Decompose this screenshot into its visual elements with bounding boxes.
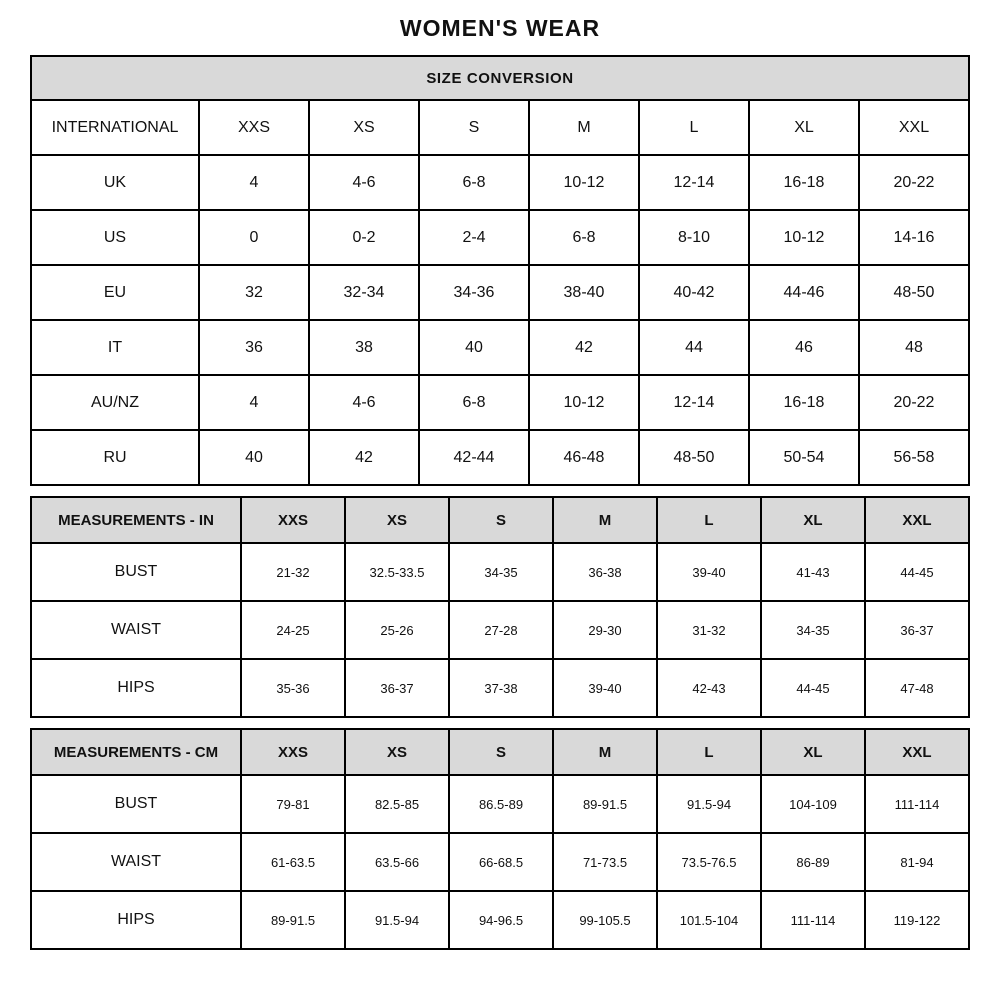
value-cell: 4-6: [309, 155, 419, 210]
value-cell: 71-73.5: [553, 833, 657, 891]
value-cell: 91.5-94: [345, 891, 449, 949]
value-cell: 44-45: [761, 659, 865, 717]
size-column-header: L: [639, 100, 749, 155]
value-cell: 44: [639, 320, 749, 375]
row-label: AU/NZ: [31, 375, 199, 430]
row-label: RU: [31, 430, 199, 485]
table-row: [31, 543, 969, 601]
value-cell: 82.5-85: [345, 775, 449, 833]
size-column-header: XXL: [859, 100, 969, 155]
row-label: HIPS: [31, 659, 241, 717]
value-cell: 6-8: [419, 375, 529, 430]
table-row: [31, 430, 969, 485]
value-cell: 91.5-94: [657, 775, 761, 833]
row-label: BUST: [31, 775, 241, 833]
value-cell: 48-50: [639, 430, 749, 485]
table-row: [31, 891, 969, 949]
table-banner: SIZE CONVERSION: [31, 56, 969, 100]
value-cell: 46-48: [529, 430, 639, 485]
value-cell: 38-40: [529, 265, 639, 320]
value-cell: 47-48: [865, 659, 969, 717]
value-cell: 34-36: [419, 265, 529, 320]
value-cell: 0-2: [309, 210, 419, 265]
value-cell: 66-68.5: [449, 833, 553, 891]
value-cell: 111-114: [761, 891, 865, 949]
size-column-header: XXS: [241, 497, 345, 543]
value-cell: 50-54: [749, 430, 859, 485]
value-cell: 20-22: [859, 375, 969, 430]
table-row: [31, 833, 969, 891]
value-cell: 0: [199, 210, 309, 265]
size-column-header: S: [449, 729, 553, 775]
table-row: [31, 375, 969, 430]
value-cell: 36-37: [345, 659, 449, 717]
banner-row: [31, 56, 969, 100]
value-cell: 41-43: [761, 543, 865, 601]
value-cell: 32-34: [309, 265, 419, 320]
size-column-header: XL: [749, 100, 859, 155]
value-cell: 6-8: [419, 155, 529, 210]
value-cell: 34-35: [761, 601, 865, 659]
value-cell: 119-122: [865, 891, 969, 949]
value-cell: 63.5-66: [345, 833, 449, 891]
value-cell: 25-26: [345, 601, 449, 659]
value-cell: 37-38: [449, 659, 553, 717]
value-cell: 12-14: [639, 155, 749, 210]
value-cell: 73.5-76.5: [657, 833, 761, 891]
value-cell: 39-40: [657, 543, 761, 601]
value-cell: 40-42: [639, 265, 749, 320]
row-label: WAIST: [31, 833, 241, 891]
value-cell: 32.5-33.5: [345, 543, 449, 601]
header-row: [31, 729, 969, 775]
row-label: BUST: [31, 543, 241, 601]
size-column-header: L: [657, 729, 761, 775]
value-cell: 86-89: [761, 833, 865, 891]
size-column-header: S: [449, 497, 553, 543]
table-row: [31, 601, 969, 659]
value-cell: 36: [199, 320, 309, 375]
table-row: [31, 210, 969, 265]
value-cell: 40: [419, 320, 529, 375]
value-cell: 39-40: [553, 659, 657, 717]
value-cell: 27-28: [449, 601, 553, 659]
value-cell: 32: [199, 265, 309, 320]
size-column-header: M: [529, 100, 639, 155]
table-row: [31, 155, 969, 210]
value-cell: 8-10: [639, 210, 749, 265]
size-column-header: S: [419, 100, 529, 155]
value-cell: 2-4: [419, 210, 529, 265]
table-row: [31, 265, 969, 320]
size-column-header: XXS: [241, 729, 345, 775]
value-cell: 20-22: [859, 155, 969, 210]
value-cell: 79-81: [241, 775, 345, 833]
value-cell: 10-12: [529, 375, 639, 430]
value-cell: 16-18: [749, 155, 859, 210]
value-cell: 12-14: [639, 375, 749, 430]
value-cell: 42: [309, 430, 419, 485]
table-row: [31, 320, 969, 375]
value-cell: 38: [309, 320, 419, 375]
page-title: WOMEN'S WEAR: [399, 15, 601, 41]
value-cell: 36-37: [865, 601, 969, 659]
table-row: [31, 775, 969, 833]
value-cell: 10-12: [749, 210, 859, 265]
value-cell: 86.5-89: [449, 775, 553, 833]
value-cell: 4: [199, 375, 309, 430]
value-cell: 35-36: [241, 659, 345, 717]
header-row: [31, 497, 969, 543]
value-cell: 31-32: [657, 601, 761, 659]
value-cell: 21-32: [241, 543, 345, 601]
value-cell: 42-44: [419, 430, 529, 485]
value-cell: 44-45: [865, 543, 969, 601]
value-cell: 46: [749, 320, 859, 375]
size-column-header: XS: [345, 729, 449, 775]
row-label: WAIST: [31, 601, 241, 659]
row-label: EU: [31, 265, 199, 320]
value-cell: 48-50: [859, 265, 969, 320]
table-title-cell: MEASUREMENTS - IN: [31, 497, 241, 543]
size-column-header: M: [553, 497, 657, 543]
value-cell: 89-91.5: [241, 891, 345, 949]
size-column-header: XL: [761, 497, 865, 543]
value-cell: 94-96.5: [449, 891, 553, 949]
measurements-in-table: [30, 496, 970, 718]
value-cell: 24-25: [241, 601, 345, 659]
table-title-cell: MEASUREMENTS - CM: [31, 729, 241, 775]
size-column-header: XS: [309, 100, 419, 155]
size-column-header: XS: [345, 497, 449, 543]
value-cell: 40: [199, 430, 309, 485]
row-label: US: [31, 210, 199, 265]
size-column-header: XL: [761, 729, 865, 775]
value-cell: 16-18: [749, 375, 859, 430]
row-label: HIPS: [31, 891, 241, 949]
size-column-header: XXS: [199, 100, 309, 155]
value-cell: 4: [199, 155, 309, 210]
value-cell: 14-16: [859, 210, 969, 265]
size-column-header: XXL: [865, 729, 969, 775]
value-cell: 29-30: [553, 601, 657, 659]
value-cell: 10-12: [529, 155, 639, 210]
value-cell: 34-35: [449, 543, 553, 601]
row-label: UK: [31, 155, 199, 210]
value-cell: 36-38: [553, 543, 657, 601]
value-cell: 48: [859, 320, 969, 375]
value-cell: 42-43: [657, 659, 761, 717]
value-cell: 61-63.5: [241, 833, 345, 891]
value-cell: 42: [529, 320, 639, 375]
size-conversion-table: [30, 55, 970, 486]
value-cell: 81-94: [865, 833, 969, 891]
size-column-header: M: [553, 729, 657, 775]
table-title-cell: INTERNATIONAL: [31, 100, 199, 155]
header-row: [31, 100, 969, 155]
value-cell: 111-114: [865, 775, 969, 833]
value-cell: 101.5-104: [657, 891, 761, 949]
value-cell: 89-91.5: [553, 775, 657, 833]
row-label: IT: [31, 320, 199, 375]
value-cell: 6-8: [529, 210, 639, 265]
measurements-cm-table: [30, 728, 970, 950]
size-column-header: L: [657, 497, 761, 543]
size-column-header: XXL: [865, 497, 969, 543]
value-cell: 56-58: [859, 430, 969, 485]
value-cell: 44-46: [749, 265, 859, 320]
value-cell: 4-6: [309, 375, 419, 430]
value-cell: 104-109: [761, 775, 865, 833]
value-cell: 99-105.5: [553, 891, 657, 949]
table-row: [31, 659, 969, 717]
